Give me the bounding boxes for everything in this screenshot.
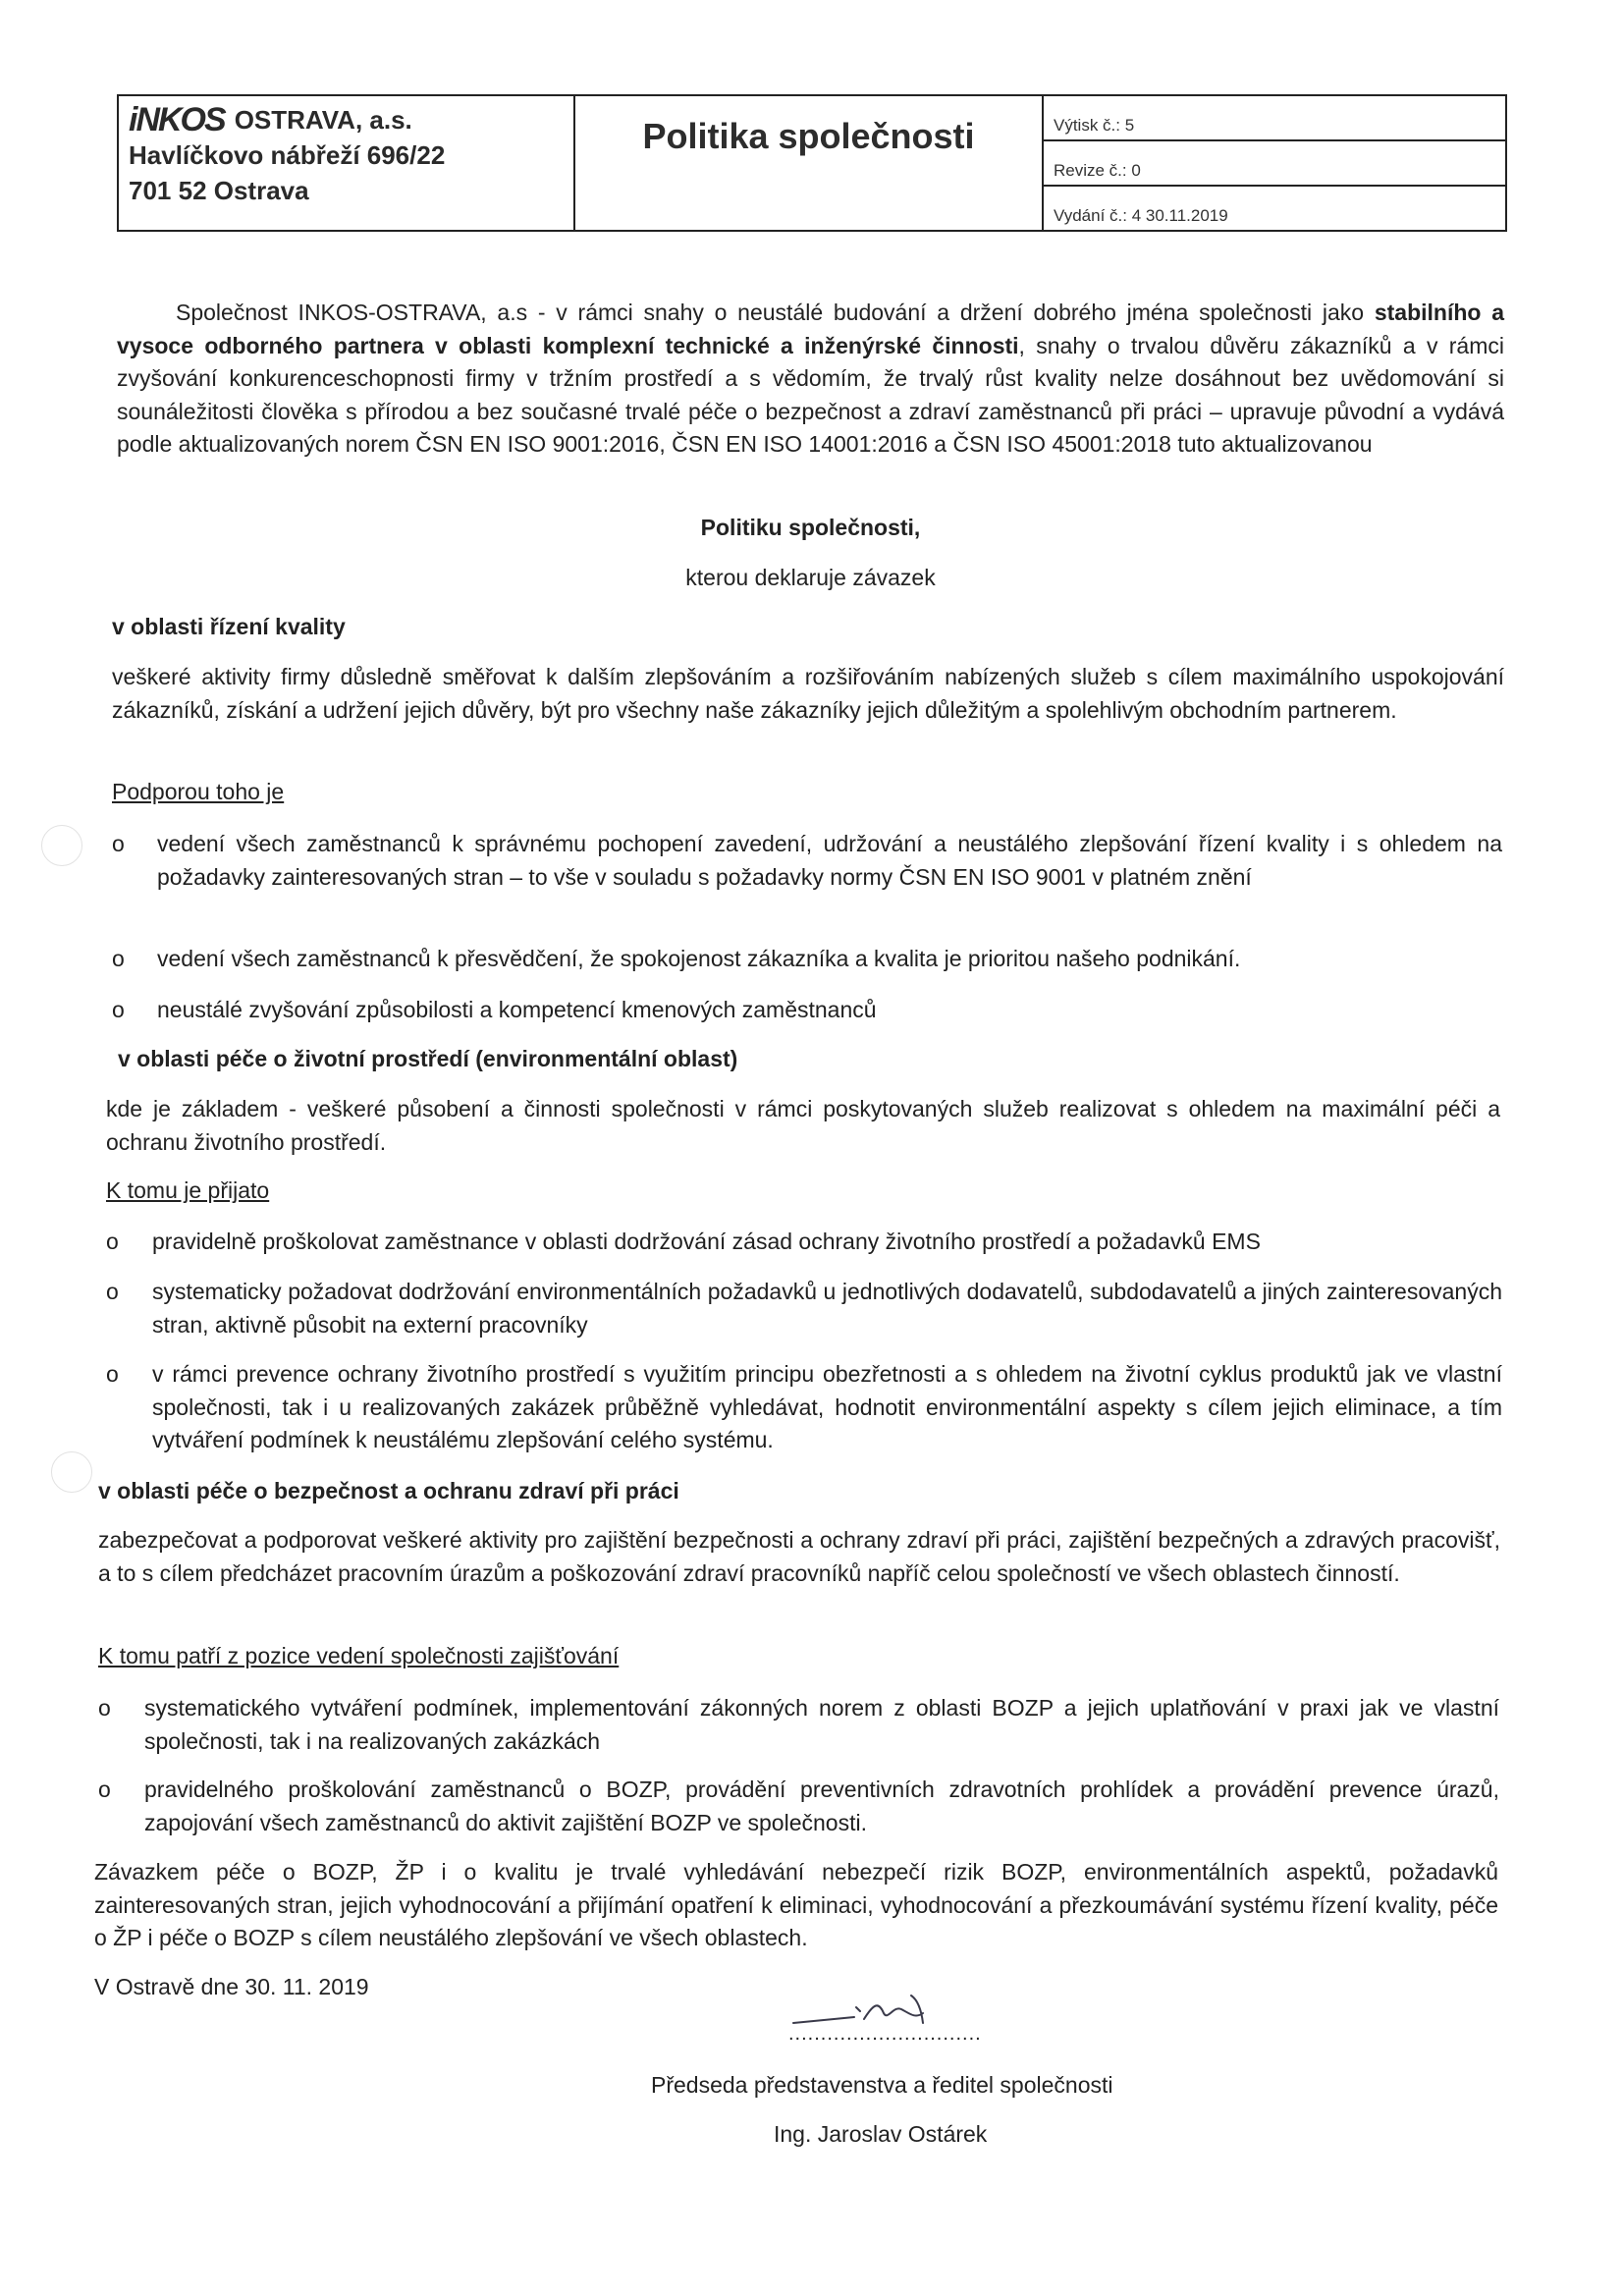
bullet-marker: o <box>106 1229 119 1254</box>
issue-number: Výtisk č.: 5 <box>1044 96 1505 141</box>
environment-bullet-1: pravidelně proškolovat zaměstnance v oblasti dodržování zásad ochrany životního prostředí a požadavků EMS <box>152 1229 1261 1254</box>
company-name: OSTRAVA, a.s. <box>234 105 412 135</box>
punch-hole-mark <box>41 825 82 866</box>
safety-text: zabezpečovat a podporovat veškeré aktivity pro zajištění bezpečnosti a ochrany zdraví při práci, zajištění bezpečných a zdravých pracovišť, a to s cílem předcházet pracovním úrazům a poškozování zdraví pracovníků napříč celou společností ve všech oblastech činností. <box>98 1527 1500 1586</box>
bullet-marker: o <box>98 1777 111 1802</box>
commitment-paragraph: Závazkem péče o BOZP, ŽP i o kvalitu je trvalé vyhledávání nebezpečí rizik BOZP, environmentálních aspektů, požadavků zainteresovaných stran, jejich vyhodnocování a přijímání opatření k eliminaci, vyhodnocování a přezkoumávání systému řízení kvality, péče o ŽP i péče o BOZP s cílem neustálého zlepšování ve všech oblastech. <box>94 1859 1498 1950</box>
document-header <box>117 94 1507 232</box>
bullet-marker: o <box>112 997 125 1022</box>
safety-heading: v oblasti péče o bezpečnost a ochranu zdraví při práci <box>98 1478 679 1503</box>
signatory-role: Předseda představenstva a ředitel společnosti <box>651 2072 1113 2098</box>
policy-title: Politiku společnosti, <box>700 515 921 540</box>
intro-text-2: , snahy o trvalou důvěru zákazníků a v rámci zvyšování konkurenceschopnosti firmy v tržním prostředí a s vědomím, že trvalý růst kvality nelze dosáhnout bez uvědomování si sounáležitosti člověka s přírodou a bez současné trvalé péče o bezpečnost a zdraví zaměstnanců při práci – upravuje původní a vydává podle aktualizovaných norem ČSN EN ISO 9001:2016, ČSN EN ISO 14001:2016 a ČSN ISO 45001:2018 tuto aktualizovanou <box>117 332 1504 457</box>
bullet-marker: o <box>112 831 125 856</box>
punch-hole-mark <box>51 1451 92 1493</box>
bullet-marker: o <box>106 1279 119 1304</box>
environment-support-label: K tomu je přijato <box>106 1177 270 1203</box>
environment-text: kde je základem - veškeré působení a činnosti společnosti v rámci poskytovaných služeb realizovat s ohledem na maximální péči a ochranu životního prostředí. <box>106 1096 1500 1155</box>
quality-bullet-3: neustálé zvyšování způsobilosti a kompetencí kmenových zaměstnanců <box>157 997 877 1022</box>
edition-number: Vydání č.: 4 30.11.2019 <box>1054 206 1228 225</box>
bullet-marker: o <box>106 1361 119 1387</box>
intro-text-bold: stabilního a vysoce odborného partnera v oblasti komplexní technické a inženýrské činnosti <box>117 300 1504 358</box>
company-street: Havlíčkovo nábřeží 696/22 <box>129 140 446 170</box>
company-logo: iNKOS <box>129 101 225 138</box>
quality-bullet-1: vedení všech zaměstnanců k správnému pochopení zavedení, udržování a neustálého zlepšování řízení kvality i s ohledem na požadavky zainteresovaných stran – to vše v souladu s požadavky normy ČSN EN ISO 9001 v platném znění <box>157 831 1502 890</box>
bullet-marker: o <box>112 946 125 971</box>
environment-bullet-3: v rámci prevence ochrany životního prostředí s využitím principu obezřetnosti a s ohledem na životní cyklus produktů jak ve vlastní společnosti, tak i u realizovaných zakázek průběžně vyhledávat, hodnotit environmentální aspekty s cílem jejich eliminace, a tím vytváření podmínek k neustálému zlepšování celého systému. <box>152 1361 1502 1452</box>
intro-paragraph <box>117 297 1504 462</box>
policy-subtitle: kterou deklaruje závazek <box>685 565 936 590</box>
environment-heading: v oblasti péče o životní prostředí (environmentální oblast) <box>118 1046 738 1071</box>
company-city: 701 52 Ostrava <box>129 176 309 205</box>
quality-heading: v oblasti řízení kvality <box>112 614 346 639</box>
environment-bullet-2: systematicky požadovat dodržování environmentálních požadavků u jednotlivých dodavatelů, subdodavatelů a jiných zainteresovaných stran, aktivně působit na externí pracovníky <box>152 1279 1502 1338</box>
company-block <box>119 96 575 230</box>
revision-number: Revize č.: 0 <box>1044 141 1505 187</box>
signatory-name: Ing. Jaroslav Ostárek <box>774 2121 988 2147</box>
intro-text-1: Společnost INKOS-OSTRAVA, a.s - v rámci snahy o neustálé budování a držení dobrého jména společnosti jako <box>176 300 1375 325</box>
quality-bullet-2: vedení všech zaměstnanců k přesvědčení, že spokojenost zákazníka a kvalita je prioritou našeho podnikání. <box>157 946 1241 971</box>
document-title: Politika společnosti <box>575 96 1044 230</box>
place-date: V Ostravě dne 30. 11. 2019 <box>94 1974 369 1999</box>
document-meta <box>1044 96 1505 230</box>
quality-text: veškeré aktivity firmy důsledně směřovat k dalším zlepšováním a rozšiřováním nabízených služeb s cílem maximálního uspokojování zákazníků, získání a udržení jejich důvěry, být pro všechny naše zákazníky jejich důležitým a spolehlivým obchodním partnerem. <box>112 664 1504 723</box>
safety-support-label: K tomu patří z pozice vedení společnosti zajišťování <box>98 1643 620 1668</box>
safety-bullet-2: pravidelného proškolování zaměstnanců o BOZP, provádění preventivních zdravotních prohlídek a provádění prevence úrazů, zapojování všech zaměstnanců do aktivit zajištění BOZP ve společnosti. <box>144 1777 1499 1835</box>
bullet-marker: o <box>98 1695 111 1721</box>
quality-support-label: Podporou toho je <box>112 779 285 804</box>
safety-bullet-1: systematického vytváření podmínek, implementování zákonných norem z oblasti BOZP a jejich uplatňování v praxi jak ve vlastní společnosti, tak i na realizovaných zakázkách <box>144 1695 1499 1754</box>
signature-line: .............................. <box>788 2023 982 2045</box>
